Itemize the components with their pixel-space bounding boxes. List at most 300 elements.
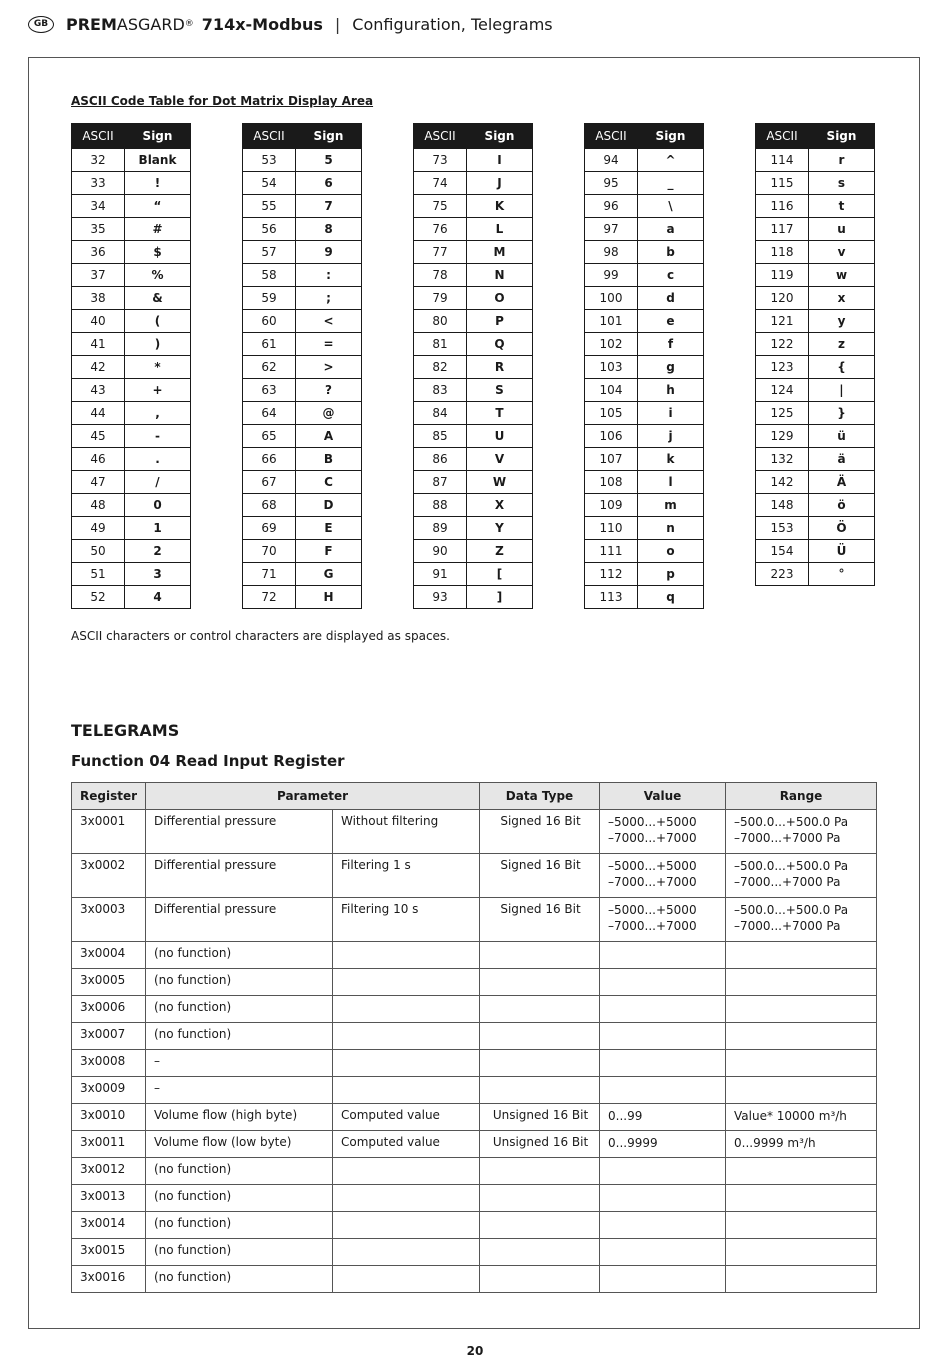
range-cell (726, 1185, 877, 1212)
ascii-sign: ° (809, 563, 875, 586)
ascii-code: 119 (756, 264, 809, 287)
ascii-sign: 4 (125, 586, 191, 609)
ascii-code: 154 (756, 540, 809, 563)
ascii-row (585, 494, 704, 517)
ascii-sign: ü (809, 425, 875, 448)
ascii-code: 45 (72, 425, 125, 448)
ascii-row (585, 241, 704, 264)
range-cell (726, 898, 877, 942)
ascii-row (72, 287, 191, 310)
ascii-sign: K (467, 195, 533, 218)
ascii-code: 148 (756, 494, 809, 517)
data-type-cell (480, 1212, 600, 1239)
ascii-code: 84 (414, 402, 467, 425)
ascii-code: 43 (72, 379, 125, 402)
ascii-code: 46 (72, 448, 125, 471)
ascii-row (72, 471, 191, 494)
ascii-row (414, 241, 533, 264)
value-cell (600, 1077, 726, 1104)
ascii-row (243, 172, 362, 195)
ascii-row (414, 517, 533, 540)
range-cell (726, 1158, 877, 1185)
ascii-code: 96 (585, 195, 638, 218)
ascii-code: 63 (243, 379, 296, 402)
ascii-code: 101 (585, 310, 638, 333)
ascii-sign: z (809, 333, 875, 356)
ascii-code: 81 (414, 333, 467, 356)
register-cell: 3x0014 (72, 1212, 146, 1239)
ascii-code: 73 (414, 149, 467, 172)
value-cell (600, 1131, 726, 1158)
ascii-code: 108 (585, 471, 638, 494)
register-cell: 3x0002 (72, 854, 146, 898)
register-cell: 3x0008 (72, 1050, 146, 1077)
ascii-code: 129 (756, 425, 809, 448)
ascii-col-header: ASCII (756, 124, 809, 149)
ascii-note: ASCII characters or control characters are displayed as spaces. (71, 629, 450, 643)
ascii-row (243, 149, 362, 172)
ascii-code: 142 (756, 471, 809, 494)
ascii-row (72, 333, 191, 356)
register-cell: 3x0010 (72, 1104, 146, 1131)
ascii-row (585, 287, 704, 310)
ascii-code: 68 (243, 494, 296, 517)
ascii-row (243, 333, 362, 356)
ascii-sign: G (296, 563, 362, 586)
parameter-detail-cell (333, 1266, 480, 1293)
range-cell (726, 1023, 877, 1050)
register-cell: 3x0003 (72, 898, 146, 942)
ascii-sign: [ (467, 563, 533, 586)
data-type-cell (480, 996, 600, 1023)
register-cell: 3x0005 (72, 969, 146, 996)
register-cell: 3x0007 (72, 1023, 146, 1050)
ascii-code: 49 (72, 517, 125, 540)
register-cell: 3x0016 (72, 1266, 146, 1293)
ascii-row (756, 241, 875, 264)
register-cell: 3x0013 (72, 1185, 146, 1212)
table-row (72, 1104, 877, 1131)
ascii-sign: O (467, 287, 533, 310)
ascii-code: 34 (72, 195, 125, 218)
ascii-code: 100 (585, 287, 638, 310)
range-cell (726, 854, 877, 898)
ascii-row (414, 218, 533, 241)
ascii-row (585, 172, 704, 195)
ascii-sign: W (467, 471, 533, 494)
parameter-cell: – (146, 1077, 333, 1104)
ascii-sign: e (638, 310, 704, 333)
ascii-sign: ( (125, 310, 191, 333)
ascii-code: 91 (414, 563, 467, 586)
range-header: Range (726, 783, 877, 810)
ascii-row (414, 379, 533, 402)
ascii-code: 116 (756, 195, 809, 218)
ascii-row (243, 402, 362, 425)
ascii-code: 50 (72, 540, 125, 563)
ascii-row (585, 471, 704, 494)
ascii-code: 124 (756, 379, 809, 402)
data-type-cell (480, 1266, 600, 1293)
ascii-sign: Ä (809, 471, 875, 494)
ascii-sign: @ (296, 402, 362, 425)
ascii-sign: ! (125, 172, 191, 195)
ascii-sign: c (638, 264, 704, 287)
ascii-sign: f (638, 333, 704, 356)
value-cell (600, 854, 726, 898)
ascii-code: 223 (756, 563, 809, 586)
ascii-code: 85 (414, 425, 467, 448)
data-type-cell (480, 1077, 600, 1104)
value-cell (600, 969, 726, 996)
table-row (72, 854, 877, 898)
ascii-row (414, 494, 533, 517)
ascii-row (72, 448, 191, 471)
table-row (72, 1131, 877, 1158)
ascii-row (414, 540, 533, 563)
ascii-sign: k (638, 448, 704, 471)
range-cell (726, 942, 877, 969)
ascii-code: 72 (243, 586, 296, 609)
table-row (72, 1050, 877, 1077)
ascii-sign: L (467, 218, 533, 241)
ascii-row (414, 333, 533, 356)
data-type-header: Data Type (480, 783, 600, 810)
ascii-row (756, 563, 875, 586)
ascii-code: 51 (72, 563, 125, 586)
ascii-sign: ö (809, 494, 875, 517)
ascii-code: 94 (585, 149, 638, 172)
value-line: 0...99 (608, 1109, 643, 1123)
ascii-row (72, 172, 191, 195)
ascii-row (585, 448, 704, 471)
ascii-col-header: ASCII (414, 124, 467, 149)
data-type-cell: Unsigned 16 Bit (480, 1131, 600, 1158)
ascii-sign: Blank (125, 149, 191, 172)
ascii-code: 79 (414, 287, 467, 310)
ascii-sign: + (125, 379, 191, 402)
value-cell (600, 1185, 726, 1212)
ascii-sign: y (809, 310, 875, 333)
ascii-sign: E (296, 517, 362, 540)
ascii-row (585, 586, 704, 609)
page-header (28, 12, 553, 36)
ascii-sign: ? (296, 379, 362, 402)
parameter-cell: (no function) (146, 942, 333, 969)
sign-col-header: Sign (809, 124, 875, 149)
ascii-row (414, 310, 533, 333)
ascii-sign: t (809, 195, 875, 218)
page-number: 20 (466, 1344, 484, 1358)
ascii-row (72, 149, 191, 172)
ascii-sign: , (125, 402, 191, 425)
ascii-code: 40 (72, 310, 125, 333)
ascii-row (243, 448, 362, 471)
ascii-sign: 2 (125, 540, 191, 563)
ascii-sign: Ü (809, 540, 875, 563)
ascii-code: 76 (414, 218, 467, 241)
parameter-detail-cell (333, 1077, 480, 1104)
section-title: Configuration, Telegrams (352, 14, 553, 34)
ascii-code: 36 (72, 241, 125, 264)
ascii-sign: j (638, 425, 704, 448)
ascii-row (72, 425, 191, 448)
ascii-table-2 (242, 123, 362, 609)
ascii-row (414, 402, 533, 425)
ascii-table-1 (71, 123, 191, 609)
sign-col-header: Sign (638, 124, 704, 149)
ascii-sign: } (809, 402, 875, 425)
range-cell (726, 1104, 877, 1131)
ascii-code: 56 (243, 218, 296, 241)
value-line: –5000...+5000 (608, 903, 697, 917)
ascii-code: 71 (243, 563, 296, 586)
ascii-code: 38 (72, 287, 125, 310)
ascii-sign: % (125, 264, 191, 287)
data-type-cell: Signed 16 Bit (480, 898, 600, 942)
register-cell: 3x0006 (72, 996, 146, 1023)
ascii-row (756, 310, 875, 333)
ascii-row (72, 563, 191, 586)
ascii-sign: . (125, 448, 191, 471)
ascii-code: 99 (585, 264, 638, 287)
ascii-row (756, 448, 875, 471)
ascii-code: 105 (585, 402, 638, 425)
range-line: –500.0...+500.0 Pa (734, 815, 849, 829)
ascii-code: 113 (585, 586, 638, 609)
table-row (72, 1158, 877, 1185)
value-cell (600, 1104, 726, 1131)
ascii-code: 110 (585, 517, 638, 540)
ascii-sign: A (296, 425, 362, 448)
value-header: Value (600, 783, 726, 810)
parameter-detail-cell: Computed value (333, 1104, 480, 1131)
ascii-row (756, 218, 875, 241)
ascii-row (72, 586, 191, 609)
ascii-code: 44 (72, 402, 125, 425)
ascii-sign: i (638, 402, 704, 425)
ascii-row (585, 195, 704, 218)
ascii-row (756, 356, 875, 379)
parameter-detail-cell (333, 996, 480, 1023)
ascii-row (414, 264, 533, 287)
ascii-row (756, 540, 875, 563)
ascii-code: 80 (414, 310, 467, 333)
ascii-code: 41 (72, 333, 125, 356)
ascii-code: 121 (756, 310, 809, 333)
ascii-row (243, 517, 362, 540)
ascii-row (72, 218, 191, 241)
ascii-sign: g (638, 356, 704, 379)
register-cell: 3x0001 (72, 810, 146, 854)
ascii-code: 112 (585, 563, 638, 586)
ascii-sign: D (296, 494, 362, 517)
ascii-row (585, 218, 704, 241)
ascii-table-4 (584, 123, 704, 609)
data-type-cell (480, 1023, 600, 1050)
ascii-code: 53 (243, 149, 296, 172)
parameter-cell: (no function) (146, 996, 333, 1023)
ascii-row (72, 310, 191, 333)
range-cell (726, 1131, 877, 1158)
ascii-code: 93 (414, 586, 467, 609)
ascii-row (72, 540, 191, 563)
ascii-code: 95 (585, 172, 638, 195)
ascii-row (72, 241, 191, 264)
ascii-sign: a (638, 218, 704, 241)
ascii-row (414, 172, 533, 195)
ascii-row (243, 563, 362, 586)
ascii-code: 33 (72, 172, 125, 195)
ascii-sign: d (638, 287, 704, 310)
ascii-col-header: ASCII (243, 124, 296, 149)
range-line: –7000...+7000 Pa (734, 875, 841, 889)
ascii-sign: ä (809, 448, 875, 471)
parameter-cell: (no function) (146, 1023, 333, 1050)
parameter-cell: (no function) (146, 969, 333, 996)
range-line: –7000...+7000 Pa (734, 919, 841, 933)
value-cell (600, 1239, 726, 1266)
ascii-code: 88 (414, 494, 467, 517)
data-type-cell (480, 1050, 600, 1077)
ascii-row (243, 264, 362, 287)
ascii-table-5 (755, 123, 875, 586)
parameter-detail-cell (333, 942, 480, 969)
parameter-detail-cell (333, 1158, 480, 1185)
register-table (71, 782, 876, 1293)
ascii-row (756, 517, 875, 540)
ascii-row (243, 586, 362, 609)
ascii-sign: v (809, 241, 875, 264)
range-cell (726, 996, 877, 1023)
range-cell (726, 969, 877, 996)
parameter-cell: (no function) (146, 1185, 333, 1212)
value-cell (600, 810, 726, 854)
ascii-row (585, 563, 704, 586)
ascii-sign: p (638, 563, 704, 586)
ascii-row (756, 287, 875, 310)
range-line: 0...9999 m³/h (734, 1136, 816, 1150)
parameter-cell: (no function) (146, 1158, 333, 1185)
ascii-code: 120 (756, 287, 809, 310)
ascii-row (243, 540, 362, 563)
ascii-sign: b (638, 241, 704, 264)
ascii-row (585, 425, 704, 448)
ascii-sign: ) (125, 333, 191, 356)
parameter-cell: – (146, 1050, 333, 1077)
ascii-sign: > (296, 356, 362, 379)
ascii-code: 115 (756, 172, 809, 195)
parameter-cell: (no function) (146, 1239, 333, 1266)
ascii-sign: q (638, 586, 704, 609)
ascii-sign: m (638, 494, 704, 517)
ascii-code: 66 (243, 448, 296, 471)
ascii-row (585, 379, 704, 402)
ascii-sign: Y (467, 517, 533, 540)
ascii-row (585, 264, 704, 287)
ascii-sign: u (809, 218, 875, 241)
ascii-code: 54 (243, 172, 296, 195)
parameter-detail-cell: Filtering 10 s (333, 898, 480, 942)
ascii-row (243, 287, 362, 310)
ascii-sign: 3 (125, 563, 191, 586)
parameter-detail-cell (333, 1050, 480, 1077)
parameter-detail-cell (333, 969, 480, 996)
ascii-row (756, 471, 875, 494)
table-row (72, 942, 877, 969)
range-cell (726, 1077, 877, 1104)
ascii-code: 83 (414, 379, 467, 402)
ascii-code: 74 (414, 172, 467, 195)
ascii-code: 118 (756, 241, 809, 264)
value-cell (600, 942, 726, 969)
range-cell (726, 1212, 877, 1239)
parameter-header: Parameter (146, 783, 480, 810)
ascii-sign: s (809, 172, 875, 195)
ascii-sign: : (296, 264, 362, 287)
data-type-cell (480, 1185, 600, 1212)
ascii-code: 65 (243, 425, 296, 448)
ascii-code: 111 (585, 540, 638, 563)
ascii-sign: S (467, 379, 533, 402)
parameter-detail-cell: Without filtering (333, 810, 480, 854)
ascii-code: 87 (414, 471, 467, 494)
data-type-cell (480, 942, 600, 969)
value-line: –5000...+5000 (608, 859, 697, 873)
value-line: –7000...+7000 (608, 831, 697, 845)
ascii-row (585, 402, 704, 425)
ascii-sign: 6 (296, 172, 362, 195)
ascii-code: 125 (756, 402, 809, 425)
ascii-row (756, 172, 875, 195)
data-type-cell: Signed 16 Bit (480, 810, 600, 854)
parameter-detail-cell (333, 1185, 480, 1212)
ascii-sign: _ (638, 172, 704, 195)
ascii-sign: { (809, 356, 875, 379)
value-cell (600, 1158, 726, 1185)
value-line: –7000...+7000 (608, 875, 697, 889)
parameter-detail-cell (333, 1023, 480, 1050)
sign-col-header: Sign (467, 124, 533, 149)
ascii-row (756, 379, 875, 402)
ascii-sign: h (638, 379, 704, 402)
data-type-cell (480, 969, 600, 996)
ascii-sign: r (809, 149, 875, 172)
ascii-code: 60 (243, 310, 296, 333)
ascii-code: 48 (72, 494, 125, 517)
ascii-code: 86 (414, 448, 467, 471)
ascii-row (756, 494, 875, 517)
parameter-cell: Volume flow (low byte) (146, 1131, 333, 1158)
ascii-sign: 0 (125, 494, 191, 517)
ascii-sign: < (296, 310, 362, 333)
table-row (72, 898, 877, 942)
parameter-detail-cell (333, 1239, 480, 1266)
ascii-row (72, 494, 191, 517)
ascii-code: 69 (243, 517, 296, 540)
table-row (72, 1266, 877, 1293)
register-cell: 3x0015 (72, 1239, 146, 1266)
parameter-cell: Differential pressure (146, 854, 333, 898)
ascii-sign: | (809, 379, 875, 402)
register-cell: 3x0011 (72, 1131, 146, 1158)
ascii-code: 123 (756, 356, 809, 379)
ascii-sign: * (125, 356, 191, 379)
registered-mark: ® (184, 19, 194, 29)
parameter-cell: (no function) (146, 1266, 333, 1293)
ascii-code: 64 (243, 402, 296, 425)
ascii-row (243, 356, 362, 379)
